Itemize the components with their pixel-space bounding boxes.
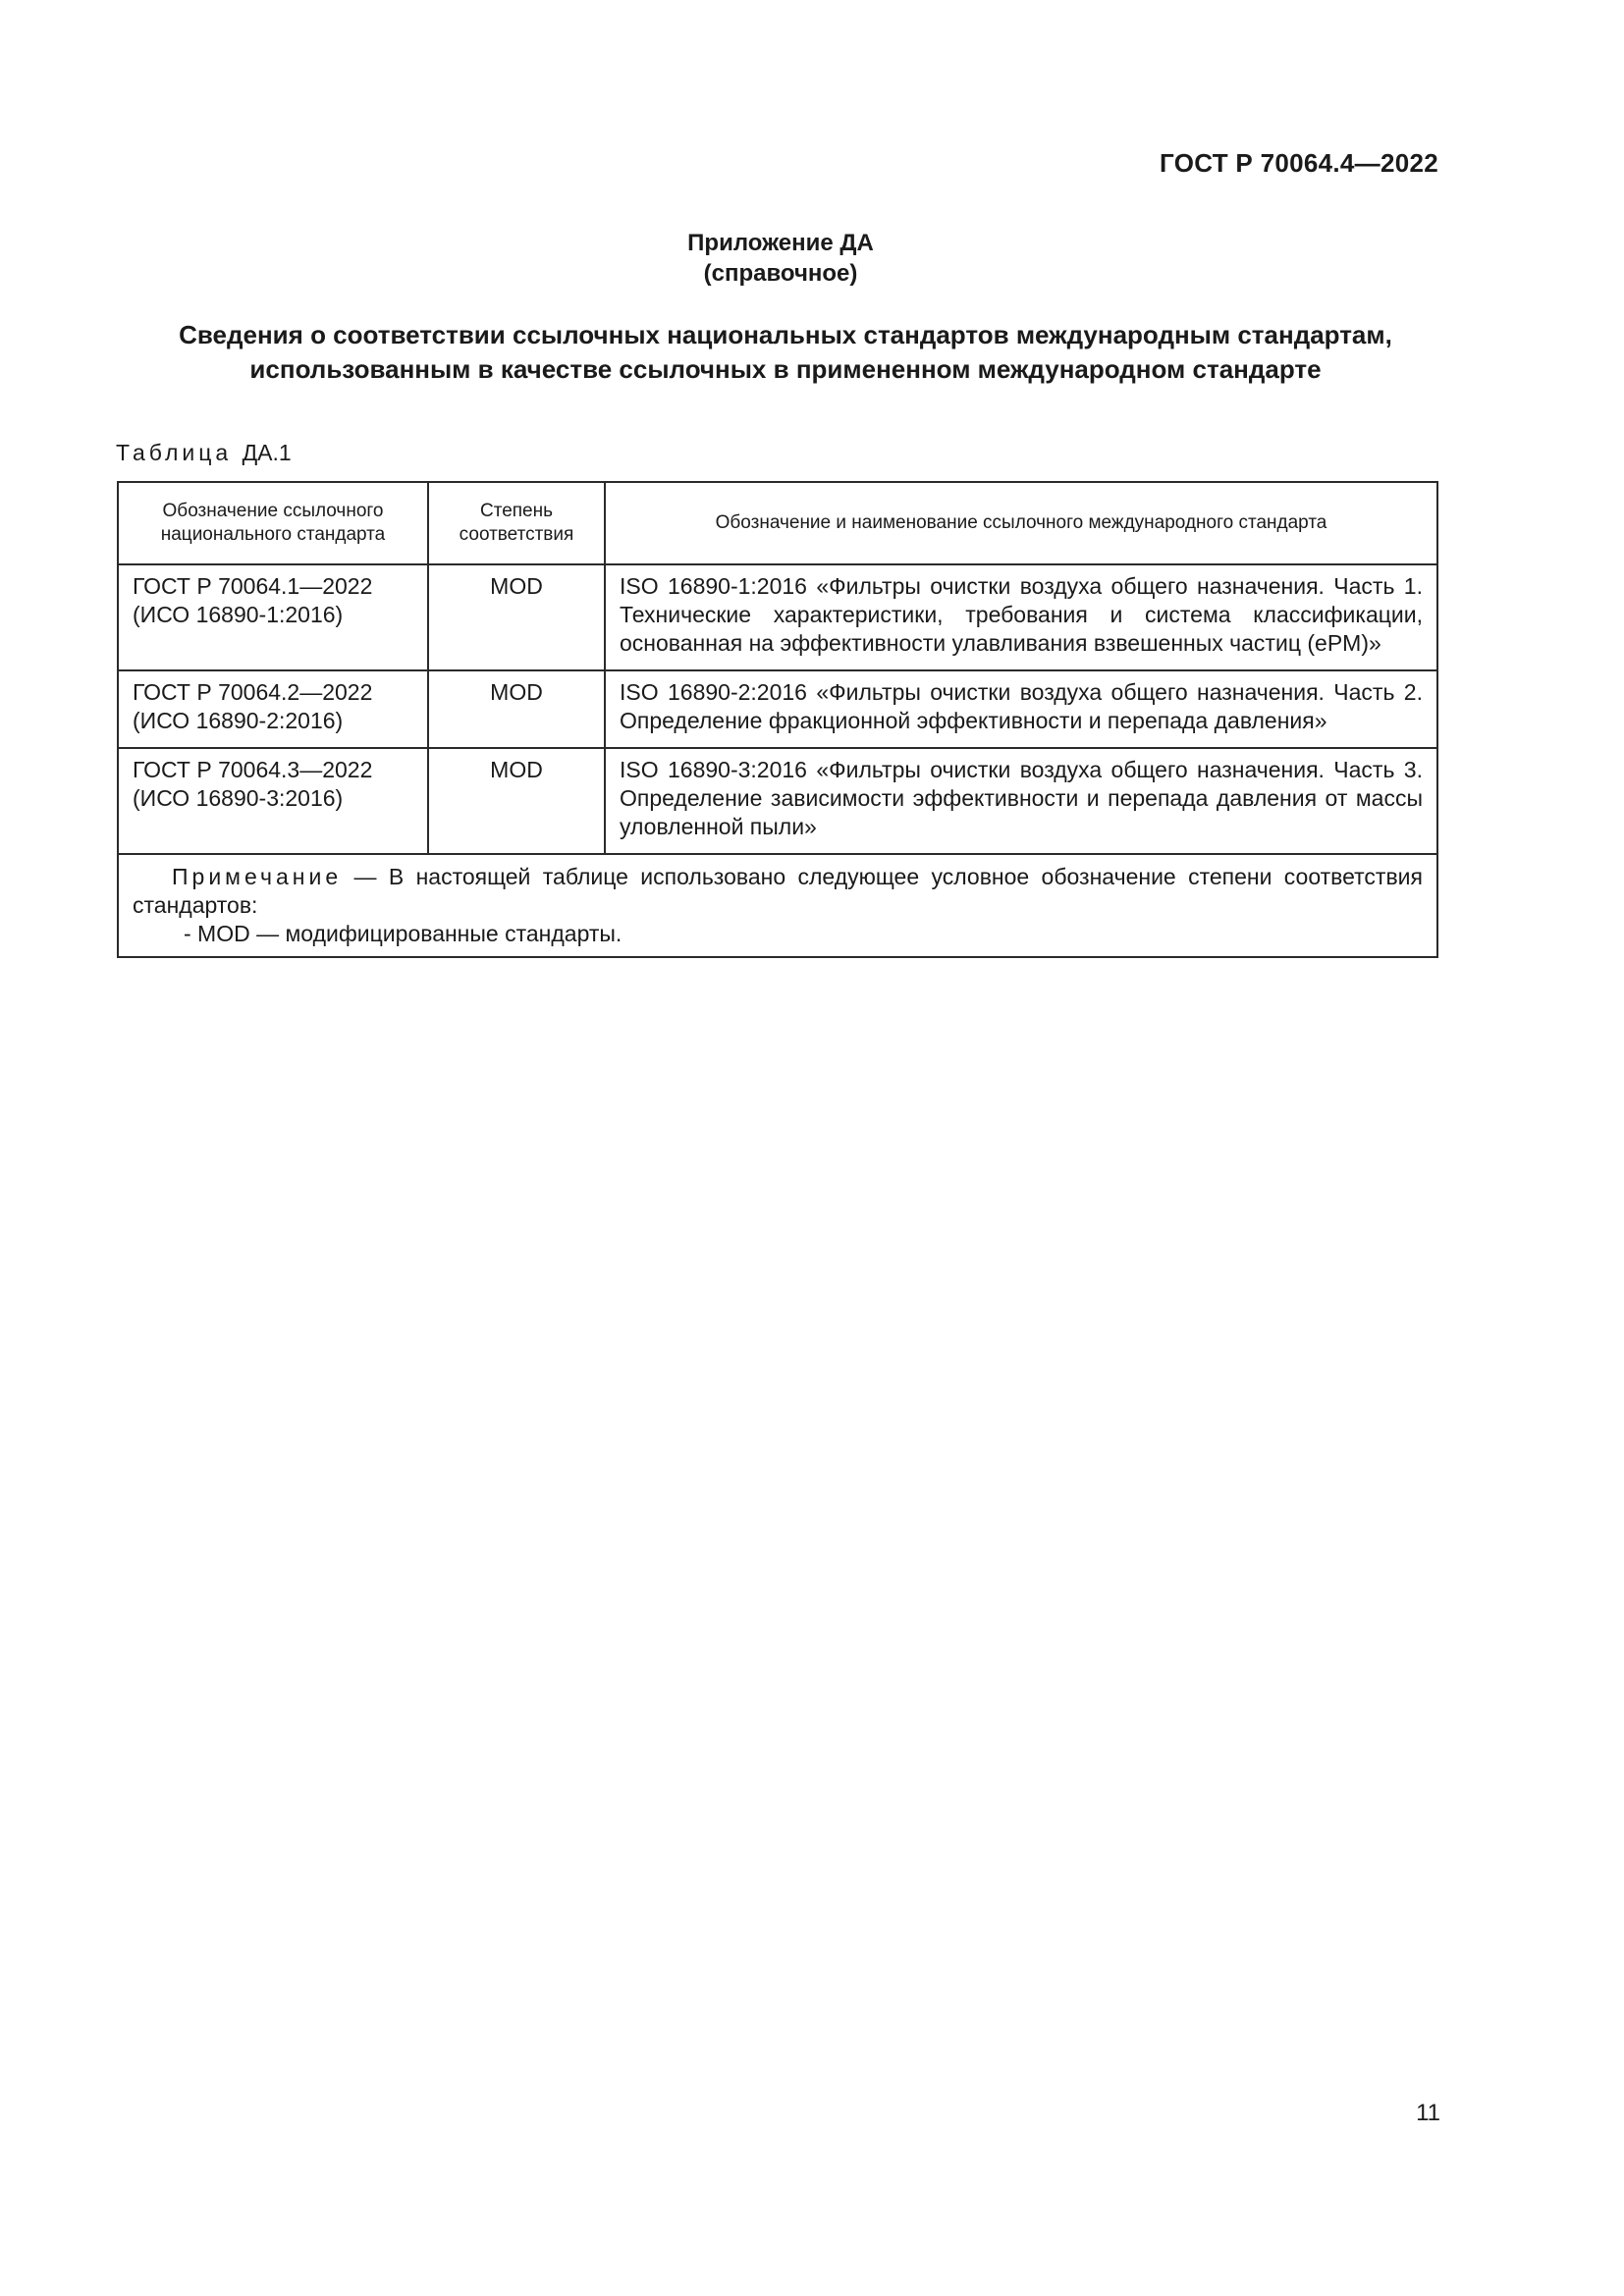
degree-cell: MOD xyxy=(428,564,605,670)
document-code: ГОСТ Р 70064.4—2022 xyxy=(1160,148,1438,178)
degree-cell: MOD xyxy=(428,748,605,854)
international-standard-cell: ISO 16890-2:2016 «Фильтры очистки воздуха общего назначения. Часть 2. Определение фракционной эффективности и перепада давления» xyxy=(605,670,1437,748)
table-row xyxy=(118,748,1437,854)
reference-standards-table xyxy=(117,481,1438,958)
national-standard-cell xyxy=(118,564,428,670)
note-text: — В настоящей таблице использовано следующее условное обозначение степени соответствия стандартов: xyxy=(133,864,1423,918)
table-header-row xyxy=(118,482,1437,564)
note-item-text: - MOD — модифицированные стандарты. xyxy=(184,921,623,946)
iso-equivalent: (ИСО 16890-3:2016) xyxy=(133,785,344,811)
header-international-standard: Обозначение и наименование ссылочного международного стандарта xyxy=(605,482,1437,564)
header-degree-of-correspondence: Степень соответствия xyxy=(428,482,605,564)
national-standard-cell xyxy=(118,748,428,854)
iso-equivalent: (ИСО 16890-1:2016) xyxy=(133,602,344,627)
international-standard-cell: ISO 16890-1:2016 «Фильтры очистки воздуха общего назначения. Часть 1. Технические характеристики, требования и система классификации, основанная на эффективности улавливания взвешенных частиц (ePM)» xyxy=(605,564,1437,670)
header-national-standard: Обозначение ссылочного национального стандарта xyxy=(118,482,428,564)
international-standard-cell: ISO 16890-3:2016 «Фильтры очистки воздуха общего назначения. Часть 3. Определение зависимости эффективности и перепада давления от массы уловленной пыли» xyxy=(605,748,1437,854)
table-row xyxy=(118,670,1437,748)
table-caption-label: Таблица xyxy=(116,440,233,465)
appendix-title: Приложение ДА xyxy=(687,230,874,256)
appendix-heading xyxy=(0,228,1561,289)
note-paragraph xyxy=(133,863,1423,920)
appendix-subtitle: (справочное) xyxy=(703,260,858,287)
iso-equivalent: (ИСО 16890-2:2016) xyxy=(133,708,344,733)
degree-cell: MOD xyxy=(428,670,605,748)
table-row xyxy=(118,564,1437,670)
section-title-line-2: использованным в качестве ссылочных в примененном международном стандарте xyxy=(249,354,1322,384)
national-standard-designation: ГОСТ Р 70064.1—2022 xyxy=(133,573,373,599)
national-standard-designation: ГОСТ Р 70064.2—2022 xyxy=(133,679,373,705)
note-item xyxy=(133,920,1423,948)
table-caption xyxy=(116,440,292,466)
table-caption-number: ДА.1 xyxy=(242,440,292,465)
national-standard-designation: ГОСТ Р 70064.3—2022 xyxy=(133,757,373,782)
page-number: 11 xyxy=(1416,2100,1440,2126)
national-standard-cell xyxy=(118,670,428,748)
section-title xyxy=(98,318,1473,387)
section-title-line-1: Сведения о соответствии ссылочных национальных стандартов международным стандартам, xyxy=(179,320,1392,349)
note-label: Примечание xyxy=(172,864,343,889)
table-note-row xyxy=(118,854,1437,957)
table-note xyxy=(118,854,1437,957)
